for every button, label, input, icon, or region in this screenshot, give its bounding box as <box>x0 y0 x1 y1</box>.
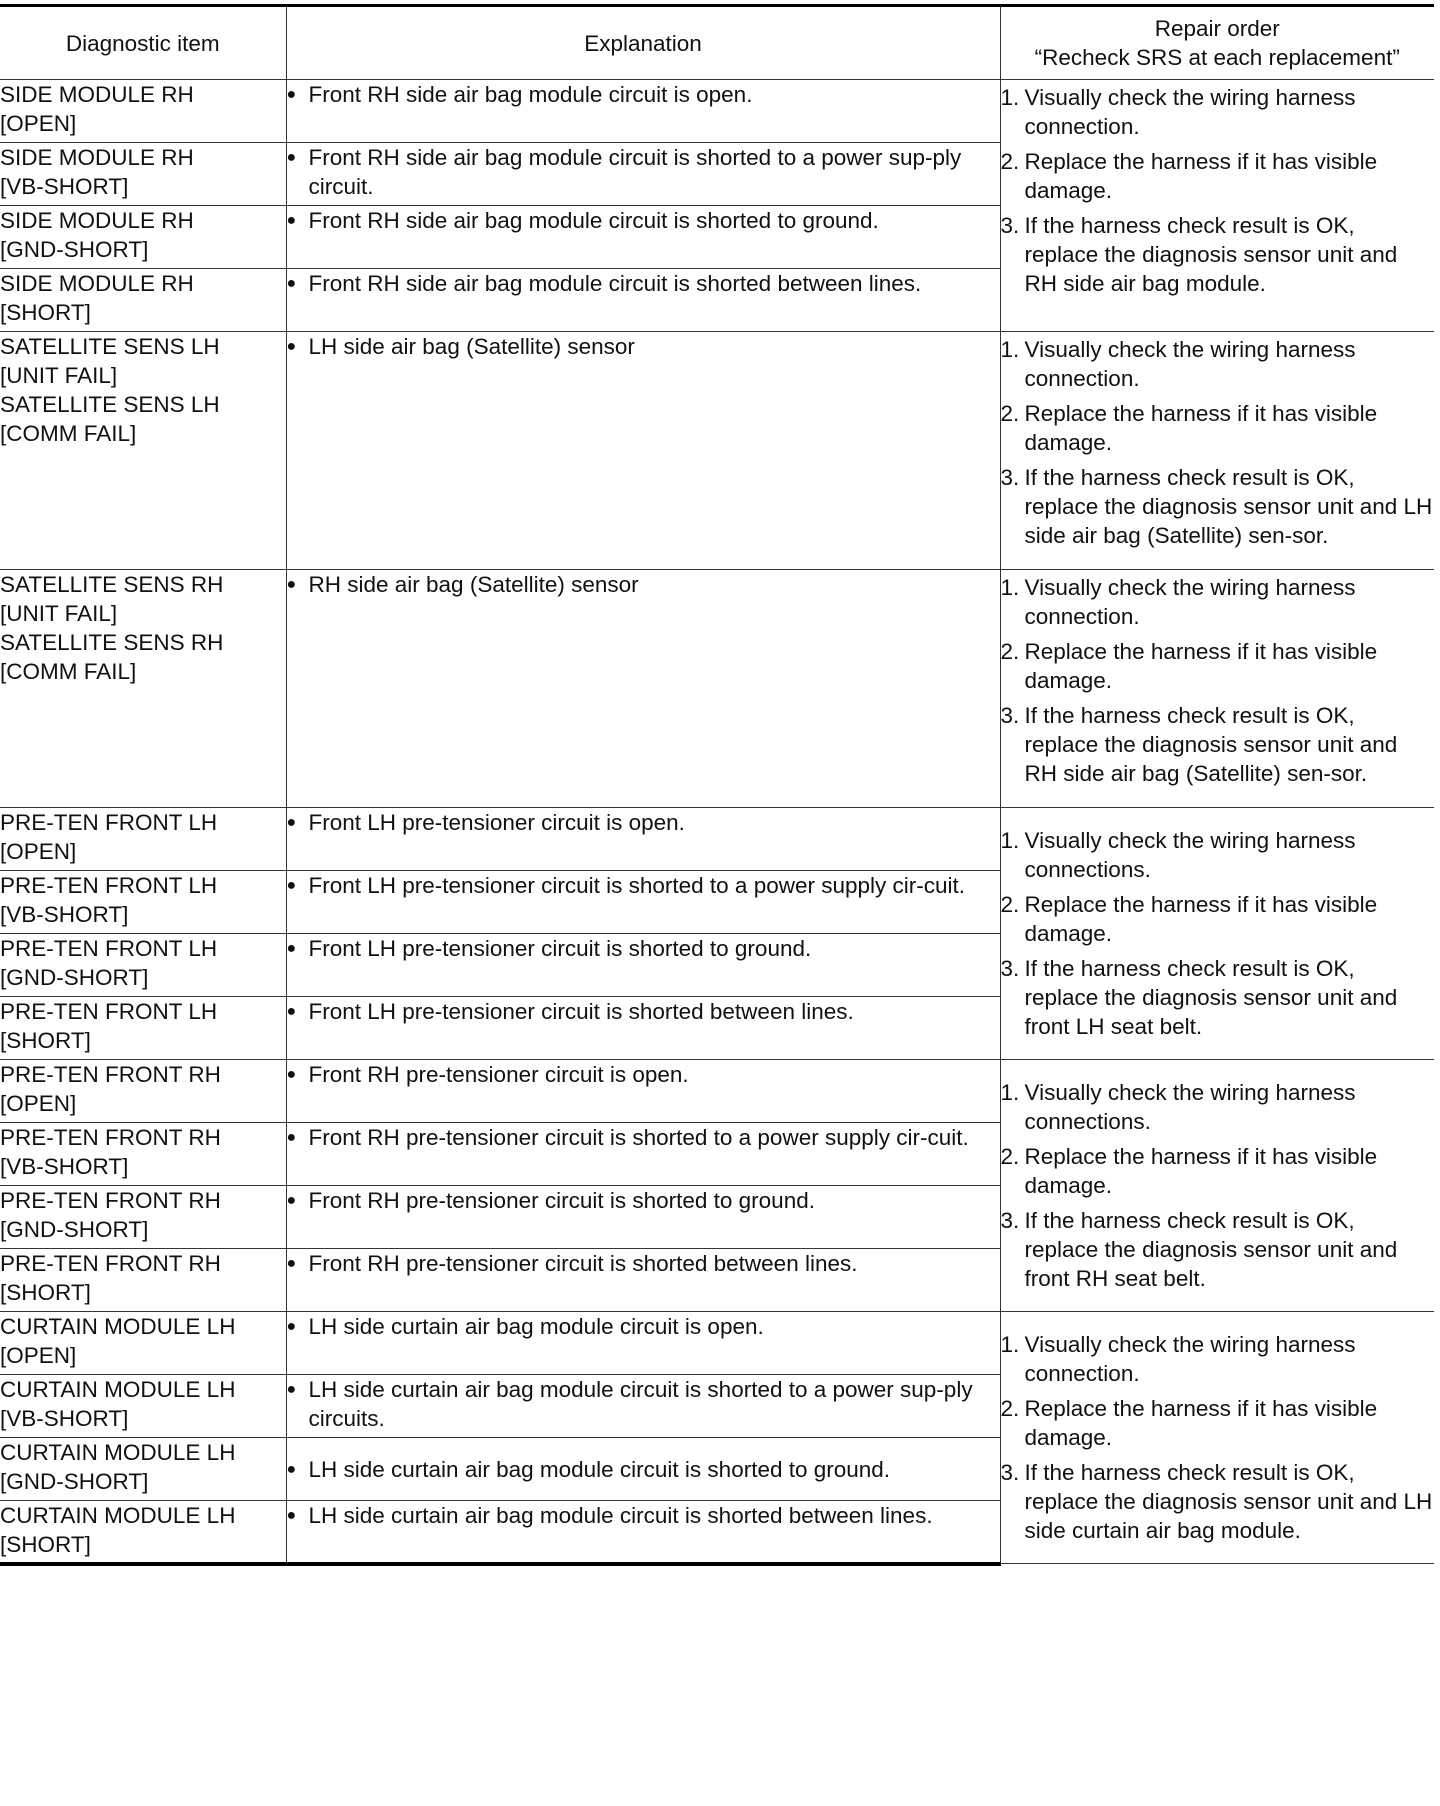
diagnostic-item-line: [VB-SHORT] <box>0 1406 129 1431</box>
table-row <box>0 1312 1434 1375</box>
explanation-cell <box>286 206 1000 269</box>
bullet-item <box>287 1501 1000 1530</box>
repair-step-number: 2. <box>1000 1396 1020 1421</box>
header-repair-order <box>1000 6 1434 80</box>
repair-step-number: 2. <box>1000 639 1020 664</box>
table-header-row <box>0 6 1434 80</box>
bullet-item <box>287 1186 1000 1215</box>
explanation-text: Front LH pre-tensioner circuit is open. <box>308 810 685 835</box>
bullet-dot-icon: ● <box>286 1507 297 1524</box>
explanation-text: LH side curtain air bag module circuit is shorted between lines. <box>308 1503 933 1528</box>
repair-step-text: Visually check the wiring harness connection. <box>1024 1332 1356 1386</box>
diagnostic-item-cell <box>0 143 286 206</box>
diagnostic-item-cell <box>0 1438 286 1501</box>
bullet-dot-icon: ● <box>286 940 297 957</box>
repair-order-cell <box>1000 80 1434 332</box>
bullet-item <box>287 269 1000 298</box>
diagnostic-item-line: [SHORT] <box>0 1532 91 1557</box>
explanation-cell <box>286 1249 1000 1312</box>
repair-step-number: 3. <box>1000 465 1020 490</box>
repair-step-text: If the harness check result is OK, replace the diagnosis sensor unit and front RH seat belt. <box>1024 1208 1398 1291</box>
explanation-cell <box>286 269 1000 332</box>
repair-step-text: If the harness check result is OK, replace the diagnosis sensor unit and RH side air bag (Satellite) sen-sor. <box>1024 703 1398 786</box>
repair-step-number: 1. <box>1000 85 1020 110</box>
diagnostic-item-line: CURTAIN MODULE LH <box>0 1377 236 1402</box>
diagnostic-item-line: [COMM FAIL] <box>0 659 137 684</box>
diagnostic-item-line: [OPEN] <box>0 1343 77 1368</box>
diagnostic-item-line: [OPEN] <box>0 839 77 864</box>
diagnostic-item-line: [UNIT FAIL] <box>0 601 118 626</box>
repair-step-number: 3. <box>1000 1208 1020 1233</box>
explanation-cell <box>286 1060 1000 1123</box>
repair-step-number: 2. <box>1000 149 1020 174</box>
repair-step-text: If the harness check result is OK, replace the diagnosis sensor unit and RH side air bag module. <box>1024 213 1398 296</box>
bullet-dot-icon: ● <box>286 576 297 593</box>
explanation-cell <box>286 143 1000 206</box>
explanation-cell <box>286 570 1000 808</box>
bullet-item <box>287 1312 1000 1341</box>
repair-step <box>1001 890 1435 948</box>
repair-step-number: 3. <box>1000 956 1020 981</box>
diagnostic-item-cell <box>0 80 286 143</box>
diagnostic-item-line: PRE-TEN FRONT RH <box>0 1188 221 1213</box>
diagnostic-item-line: SATELLITE SENS RH <box>0 630 224 655</box>
bullet-item <box>287 332 1000 361</box>
repair-step-text: Replace the harness if it has visible damage. <box>1024 892 1378 946</box>
repair-step-number: 2. <box>1000 1144 1020 1169</box>
diagnostic-item-line: PRE-TEN FRONT RH <box>0 1251 221 1276</box>
repair-step <box>1001 211 1435 298</box>
explanation-cell <box>286 871 1000 934</box>
bullet-item <box>287 206 1000 235</box>
explanation-cell <box>286 1186 1000 1249</box>
explanation-cell <box>286 934 1000 997</box>
bullet-dot-icon: ● <box>286 1192 297 1209</box>
bullet-dot-icon: ● <box>286 1460 297 1478</box>
repair-step <box>1001 954 1435 1041</box>
explanation-text: Front RH side air bag module circuit is shorted to ground. <box>308 208 879 233</box>
explanation-cell <box>286 1312 1000 1375</box>
bullet-dot-icon: ● <box>286 1318 297 1335</box>
repair-step-text: Visually check the wiring harness connection. <box>1024 337 1356 391</box>
explanation-text: Front RH side air bag module circuit is open. <box>308 82 753 107</box>
repair-step-number: 1. <box>1000 337 1020 362</box>
bullet-dot-icon: ● <box>286 877 297 894</box>
bullet-dot-icon: ● <box>286 1003 297 1020</box>
repair-step-text: Replace the harness if it has visible damage. <box>1024 149 1378 203</box>
repair-step-number: 2. <box>1000 892 1020 917</box>
bullet-item <box>287 570 1000 599</box>
table-row <box>0 80 1434 143</box>
diagnostic-item-line: [COMM FAIL] <box>0 421 137 446</box>
diagnostic-item-line: CURTAIN MODULE LH <box>0 1503 236 1528</box>
repair-step <box>1001 147 1435 205</box>
repair-step-text: Replace the harness if it has visible damage. <box>1024 401 1378 455</box>
diagnostic-item-cell <box>0 570 286 808</box>
diagnostic-item-line: SIDE MODULE RH <box>0 145 194 170</box>
diagnostic-item-line: PRE-TEN FRONT LH <box>0 873 218 898</box>
diagnostic-item-cell <box>0 206 286 269</box>
diagnostic-item-line: [VB-SHORT] <box>0 1154 129 1179</box>
diagnostic-item-line: CURTAIN MODULE LH <box>0 1314 236 1339</box>
diagnostic-item-line: [SHORT] <box>0 1280 91 1305</box>
repair-order-cell <box>1000 1312 1434 1564</box>
repair-step-number: 2. <box>1000 401 1020 426</box>
diagnostic-item-line: [SHORT] <box>0 1028 91 1053</box>
explanation-cell <box>286 1375 1000 1438</box>
explanation-text: Front RH pre-tensioner circuit is open. <box>308 1062 689 1087</box>
repair-step <box>1001 1206 1435 1293</box>
table-body <box>0 80 1434 1564</box>
explanation-cell <box>286 1123 1000 1186</box>
diagnostic-item-line: CURTAIN MODULE LH <box>0 1440 236 1465</box>
repair-step <box>1001 637 1435 695</box>
table-row <box>0 332 1434 570</box>
bullet-item <box>287 997 1000 1026</box>
repair-step-number: 1. <box>1000 575 1020 600</box>
repair-step <box>1001 335 1435 393</box>
bullet-item <box>287 808 1000 837</box>
explanation-cell <box>286 997 1000 1060</box>
repair-step <box>1001 83 1435 141</box>
repair-step-number: 3. <box>1000 1460 1020 1485</box>
diagnostic-item-cell <box>0 1186 286 1249</box>
repair-step-text: Visually check the wiring harness connection. <box>1024 85 1356 139</box>
explanation-text: LH side curtain air bag module circuit is open. <box>308 1314 764 1339</box>
diagnostic-item-line: SATELLITE SENS LH <box>0 392 220 417</box>
bullet-item <box>287 80 1000 109</box>
repair-step <box>1001 573 1435 631</box>
explanation-text: Front RH side air bag module circuit is shorted to a power sup-ply circuit. <box>308 145 962 199</box>
repair-step <box>1001 1394 1435 1452</box>
repair-step-number: 1. <box>1000 828 1020 853</box>
bullet-dot-icon: ● <box>286 1255 297 1272</box>
diagnostic-item-line: [GND-SHORT] <box>0 965 149 990</box>
repair-step-text: If the harness check result is OK, replace the diagnosis sensor unit and LH side curtain air bag module. <box>1024 1460 1433 1543</box>
explanation-cell <box>286 332 1000 570</box>
bullet-dot-icon: ● <box>286 338 297 355</box>
diagnostic-item-line: PRE-TEN FRONT LH <box>0 999 218 1024</box>
diagnostic-item-line: SIDE MODULE RH <box>0 271 194 296</box>
diagnostic-item-cell <box>0 808 286 871</box>
header-diagnostic-item: Diagnostic item <box>0 6 286 80</box>
repair-step <box>1001 1078 1435 1136</box>
repair-order-cell <box>1000 808 1434 1060</box>
diagnostic-item-cell <box>0 1501 286 1564</box>
repair-step <box>1001 1330 1435 1388</box>
header-repair-order-title: Repair order <box>1154 16 1280 41</box>
repair-step <box>1001 1142 1435 1200</box>
diagnostic-item-line: [GND-SHORT] <box>0 1217 149 1242</box>
repair-step-text: Replace the harness if it has visible damage. <box>1024 639 1378 693</box>
repair-step <box>1001 1458 1435 1545</box>
explanation-cell <box>286 808 1000 871</box>
explanation-text: Front RH pre-tensioner circuit is shorted to a power supply cir-cuit. <box>308 1125 969 1150</box>
repair-step-number: 3. <box>1000 213 1020 238</box>
explanation-text: LH side curtain air bag module circuit is shorted to ground. <box>308 1456 891 1482</box>
diagnostic-item-line: [OPEN] <box>0 1091 77 1116</box>
bullet-item <box>287 934 1000 963</box>
bullet-item <box>287 1123 1000 1152</box>
diagnostic-item-line: PRE-TEN FRONT RH <box>0 1062 221 1087</box>
diagnostic-item-line: [VB-SHORT] <box>0 174 129 199</box>
explanation-text: Front LH pre-tensioner circuit is shorted between lines. <box>308 999 854 1024</box>
diagnostic-item-cell <box>0 934 286 997</box>
bullet-dot-icon: ● <box>286 86 297 103</box>
repair-step-number: 3. <box>1000 703 1020 728</box>
explanation-text: Front RH pre-tensioner circuit is shorted between lines. <box>308 1251 858 1276</box>
repair-step-text: Visually check the wiring harness connections. <box>1024 1080 1356 1134</box>
explanation-cell <box>286 1501 1000 1564</box>
diagnostic-item-cell <box>0 332 286 570</box>
diagnostic-item-cell <box>0 1312 286 1375</box>
bullet-item <box>287 1249 1000 1278</box>
repair-step-text: Replace the harness if it has visible damage. <box>1024 1396 1378 1450</box>
bullet-item <box>287 1060 1000 1089</box>
explanation-text: Front RH pre-tensioner circuit is shorted to ground. <box>308 1188 815 1213</box>
repair-step <box>1001 463 1435 550</box>
diagnostic-item-line: [GND-SHORT] <box>0 237 149 262</box>
header-repair-order-note: “Recheck SRS at each replacement” <box>1034 45 1400 70</box>
diagnostic-item-cell <box>0 1123 286 1186</box>
explanation-text: LH side curtain air bag module circuit is shorted to a power sup-ply circuits. <box>308 1377 973 1431</box>
bullet-item <box>287 1455 1000 1484</box>
table-row <box>0 1060 1434 1123</box>
repair-step-text: Replace the harness if it has visible damage. <box>1024 1144 1378 1198</box>
repair-step-text: Visually check the wiring harness connections. <box>1024 828 1356 882</box>
diagnostic-item-line: [SHORT] <box>0 300 91 325</box>
diagnostic-item-line: PRE-TEN FRONT LH <box>0 810 218 835</box>
explanation-text: Front RH side air bag module circuit is shorted between lines. <box>308 271 922 296</box>
diagnostic-item-line: SIDE MODULE RH <box>0 82 194 107</box>
diagnostic-item-line: [OPEN] <box>0 111 77 136</box>
repair-order-cell <box>1000 570 1434 808</box>
repair-step-text: If the harness check result is OK, replace the diagnosis sensor unit and LH side air bag (Satellite) sen-sor. <box>1024 465 1433 548</box>
bullet-item <box>287 1375 1000 1433</box>
bullet-dot-icon: ● <box>286 814 297 831</box>
bullet-dot-icon: ● <box>286 1066 297 1083</box>
bullet-dot-icon: ● <box>286 275 297 292</box>
diagnostic-item-cell <box>0 871 286 934</box>
repair-step-text: If the harness check result is OK, replace the diagnosis sensor unit and front LH seat belt. <box>1024 956 1398 1039</box>
header-explanation: Explanation <box>286 6 1000 80</box>
diagnostic-item-line: SIDE MODULE RH <box>0 208 194 233</box>
diagnostic-item-line: PRE-TEN FRONT RH <box>0 1125 221 1150</box>
bullet-dot-icon: ● <box>286 1381 297 1398</box>
explanation-text: LH side air bag (Satellite) sensor <box>308 334 635 359</box>
diagnostic-item-line: [GND-SHORT] <box>0 1469 149 1494</box>
repair-step <box>1001 826 1435 884</box>
repair-step <box>1001 701 1435 788</box>
repair-step <box>1001 399 1435 457</box>
bullet-item <box>287 143 1000 201</box>
bullet-dot-icon: ● <box>286 149 297 166</box>
bullet-dot-icon: ● <box>286 212 297 229</box>
explanation-cell <box>286 1438 1000 1501</box>
diagnostic-item-cell <box>0 269 286 332</box>
diagnostic-item-cell <box>0 997 286 1060</box>
diagnostic-item-cell <box>0 1249 286 1312</box>
bullet-item <box>287 871 1000 900</box>
explanation-text: Front LH pre-tensioner circuit is shorted to a power supply cir-cuit. <box>308 873 966 898</box>
repair-step-number: 1. <box>1000 1080 1020 1105</box>
repair-order-cell <box>1000 1060 1434 1312</box>
srs-diagnostic-table <box>0 4 1434 1566</box>
repair-step-text: Visually check the wiring harness connection. <box>1024 575 1356 629</box>
diagnostic-item-line: [VB-SHORT] <box>0 902 129 927</box>
diagnostic-item-line: SATELLITE SENS RH <box>0 572 224 597</box>
explanation-text: RH side air bag (Satellite) sensor <box>308 572 639 597</box>
table-row <box>0 808 1434 871</box>
diagnostic-item-cell <box>0 1375 286 1438</box>
table-row <box>0 570 1434 808</box>
explanation-text: Front LH pre-tensioner circuit is shorted to ground. <box>308 936 812 961</box>
explanation-cell <box>286 80 1000 143</box>
repair-step-number: 1. <box>1000 1332 1020 1357</box>
bullet-dot-icon: ● <box>286 1129 297 1146</box>
diagnostic-item-line: [UNIT FAIL] <box>0 363 118 388</box>
diagnostic-item-line: SATELLITE SENS LH <box>0 334 220 359</box>
diagnostic-item-line: PRE-TEN FRONT LH <box>0 936 218 961</box>
diagnostic-item-cell <box>0 1060 286 1123</box>
repair-order-cell <box>1000 332 1434 570</box>
